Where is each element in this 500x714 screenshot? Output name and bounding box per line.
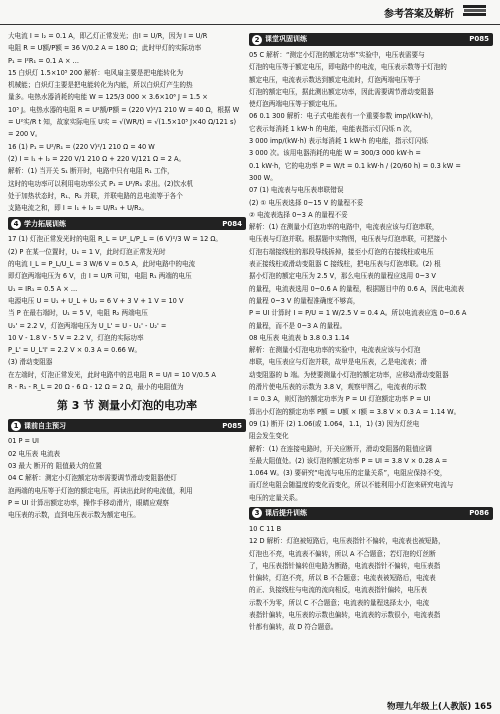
text-line: = U²实/R t 知，故家实际电压 U实 = √(WR/t) = √(1.5×10⁵ J×40 Ω/121 s) [8,118,237,127]
text-line: 算出小灯泡的额定功率 P额 = U额 × I额 = 3.8 V × 0.3 A = 1.14 W。 [249,407,461,416]
text-line: 电压的定量关系。 [249,493,302,502]
section-header-3 [249,507,493,520]
text-line: 解析：(1) 在测量小灯泡功率的电路中，电流表应该与灯泡串联， [249,223,439,232]
section-page-code: P084 [222,219,242,228]
text-line: P = UI 计算出额定功率，操作手移动滑片，眼睛应观察 [8,498,170,507]
text-line: 的滑片使电压表的示数为 3.8 V，观察甲图乙，电流表的示数 [249,383,427,392]
text-line: 表正接线柱或滑动变阻器 C 接线柱，把电压表与灯泡串联。(2) 根 [249,260,441,269]
text-line: 灯泡也不亮，电流表不偏转，所以 A 不合题意；若灯泡的灯丝断 [249,549,436,558]
text-line: 12 D 解析：灯泡被短路后，电压表指针不偏转，电流表也被短路， [249,537,445,546]
text-line: 额定电压，电流表示数达到额定电流时，灯泡两端电压等于 [249,75,421,84]
text-line: 解析：在测量小灯泡电功率的实验中，电流表应该与小灯泡 [249,346,421,355]
left-lines-mid [8,233,246,393]
text-line: 当 P 在最右端时，U₁ = 5 V，电阻 R₂ 两端电压 [8,309,148,318]
text-line: R - R₁ - R_L = 20 Ω - 6 Ω - 12 Ω = 2 Ω，最小的电阻值为 [8,383,184,392]
text-line: 即灯泡两端电压为 6 V，由 I = U/R 可知，电阻 R₁ 两端的电压 [8,272,192,281]
section-label: 课前自主预习 [24,421,66,430]
text-line: 电源电压 U = U₁ + U_L + U₂ = 6 V + 3 V + 1 V = 10 V [8,296,184,305]
text-line: 1.064 W。(3) 要研究“电流与电压的定量关系”，电阻应保持不变， [249,469,447,478]
left-column [8,30,246,521]
text-line: 针都有偏转，故 D 符合题意。 [249,623,338,632]
section-header-2 [249,33,493,46]
text-line: I = 0.3 A，则灯泡的额定功率为 P = UI 灯泡额定功率 P = UI [249,395,431,404]
text-line: 表指针偏转，电压表的示数也偏转，电流表的示数很小，电流表指 [249,611,441,620]
text-line: 泡两端的电压等于灯泡的额定电压，再读出此时的电流值，利用 [8,486,193,495]
text-line: 处于加热状态时，R₁、R₂ 并联，并联电路的总电流等于各个 [8,191,183,200]
text-line: = 200 V。 [8,130,42,139]
text-line: P_L' = U_L'I' = 2.2 V × 0.3 A = 0.66 W。 [8,346,142,355]
text-line: (3) 滑动变阻器 [8,358,53,367]
text-line: 针偏转，灯泡不亮，所以 B 不合题意；电流表被短路后，电流表 [249,574,436,583]
text-line: ② 电流表选择 0~3 A 的量程不妥 [249,210,348,219]
text-line: 10 C 11 B [249,524,282,533]
section-header-4 [8,217,246,230]
text-line: 至最大阻值处。(2) 该灯泡的额定功率 P = UI = 3.8 V × 0.28 A = [249,456,448,465]
section-label: 课后提升训练 [265,509,307,518]
text-line: 这时的电功率可以利用电功率公式 P₁ = U²/R₁ 求出。(2)饮水机 [8,179,194,188]
text-line: 09 (1) 断开 (2) 1.06(或 1.064，1.1，1) (3) 因为灯丝电 [249,419,420,428]
text-line: 在左端时，灯泡正常发光，此时电路中的总电阻 R = U/I = 10 V/0.5 A [8,370,216,379]
right-column [249,30,493,634]
text-line: P₁ = I²R₁ = 0.1 A × ... [8,56,79,65]
text-line: 灯泡的额定电压，据此测出额定功率，因此需要调节滑动变阻器 [249,87,434,96]
text-line: 的正、负接线柱与电流的流向相反，电流表指针偏转，电压表 [249,586,428,595]
text-line: 串联，电压表应与灯泡并联，故甲是电压表，乙是电流表；滑 [249,358,428,367]
right-lines-top [249,49,493,504]
text-line: 量多。电热水器消耗的电能 W = 125/3 000 × 3.6×10⁶ J = 1.5 × [8,93,208,102]
section-label: 课堂巩固训练 [265,35,307,44]
text-line: 支路电流之和，即 I = I₁ + I₂ = U/R₁ + U/R₂。 [8,204,148,213]
page-footer: 物理九年级上(人教版) 165 [387,702,492,712]
text-line: 阻会发生变化 [249,432,289,441]
text-line: 04 C 解析：测定小灯泡额定功率需要调节滑动变阻器使灯 [8,474,177,483]
text-line: 01 P = UI [8,437,39,446]
text-line: 10⁵ J。电热水器的电阻 R = U²额/P额 = (220 V)²/1 210 W = 40 Ω，根据 W [8,105,240,114]
text-line: 的量程，而不是 0~3 A 的量程。 [249,321,347,330]
text-line: 电压表的示数，直到电压表示数为额定电压。 [8,511,140,520]
text-line: 机械能；白炽灯主要是把电能转化为内能，所以白炽灯产生的热 [8,81,193,90]
text-line: 08 电压表 电流表 b 3.8 0.3 1.14 [249,333,350,342]
text-line: 3 000 次。该用电器消耗的电能 W = 300/3 000 kW·h = [249,149,421,158]
text-line: 的电流 I_L = P_L/U_L = 3 W/6 V = 0.5 A，此时电路中的电流 [8,260,196,269]
text-line: 的量程 0~3 V 的量程准确度不够高， [249,296,360,305]
section-label: 学力拓展训练 [24,219,66,228]
left-lines-bottom [8,435,246,521]
text-line: 解析：(1) 在连接电路时，开关应断开，滑动变阻器的阻值应调 [249,444,432,453]
section-page-code: P085 [222,421,242,430]
text-line: 15 白炽灯 1.5×10⁵ 200 解析：电风扇主要是把电能转化为 [8,68,184,77]
section-number: 4 [11,219,21,229]
right-lines-bottom [249,523,493,634]
section-number: 1 [11,421,21,431]
text-line: 06 0.1 300 解析：电子式电能表有一个重要参数 imp/(kW·h)， [249,112,438,121]
text-line: 灯泡的电压等于额定电压，即电路中的电流，电压表示数等于灯泡的 [249,63,447,72]
text-line: (2) ① 电压表选择 0~15 V 的量程不妥 [249,198,364,207]
text-line: 使灯泡两端电压等于额定电压。 [249,100,342,109]
text-line: 10 V - 1.8 V - 5 V = 2.2 V，灯泡的实际功率 [8,333,144,342]
text-line: 07 (1) 电流表与电压表串联错误 [249,186,344,195]
text-line: 它表示每消耗 1 kW·h 的电能，电能表指示灯闪烁 n 次， [249,124,417,133]
text-line: 大电流 I = I₂ = 0.1 A，即乙灯正常发光；由I = U/R，因为 I = U/R [8,32,208,40]
text-line: 3 000 imp/(kW·h) 表示每消耗 1 kW·h 的电能，指示灯闪烁 [249,137,428,146]
text-line: (2) I = I₁ + I₂ = 220 V/1 210 Ω + 220 V/121 Ω = 2 A。 [8,154,186,163]
text-line: 03 最大 断开的 阻值最大的位置 [8,461,102,470]
text-line: P = UI 计算时 I = P/U = 1 W/2.5 V = 0.4 A。所以电流表应选 0~0.6 A [249,309,467,318]
section-page-code: P085 [469,35,489,44]
text-line: 灯泡右端接线柱的那段导线拆掉，接至小灯泡的右接线柱或电压 [249,247,434,256]
text-line: 的量程，电流表选用 0~0.6 A 的量程，根据题目中的 0.6 A，因此电流表 [249,284,465,293]
page-header [0,0,500,25]
section-number: 2 [252,35,262,45]
text-line: 17 (1) 灯泡正常发光时的电阻 R_L = U²_L/P_L = (6 V)²/3 W = 12 Ω。 [8,235,223,244]
text-line: 16 (1) P₁ = U²/R₁ = (220 V)²/1 210 Ω = 40 W [8,142,155,151]
text-line: 300 W。 [249,173,277,182]
left-lines-top [8,30,246,214]
text-line: 02 电压表 电流表 [8,449,61,458]
text-line: 电压表与灯泡并联。根据题中实物图，电压表与灯泡串联，可把接小 [249,235,447,244]
section-page-code: P086 [469,509,489,518]
text-line: (2) P 在某一位置时，U₁ = 1 V，此时灯泡正常发光时 [8,247,166,256]
text-line: 动变阻器的 b 端。为使要测量小灯泡的额定功率，应移动滑动变阻器 [249,370,449,379]
text-line: 解析：(1) 当开关 S₁ 断开时，电路中只有电阻 R₁ 工作， [8,167,174,176]
header-title: 参考答案及解析 [384,9,454,20]
text-line: 05 C 解析：“测定小灯泡的额定功率”实验中，电压表需要与 [249,51,425,59]
text-line: 了，电压表指针偏转但电路为断路，电流表指针不偏转，电压表指 [249,561,441,570]
section-number: 3 [252,508,262,518]
text-line: 0.1 kW·h，它的电功率 P = W/t = 0.1 kW·h / (20/60 h) = 0.3 kW = [249,161,461,170]
text-line: 电阻 R = U额/P额 = 36 V/0.2 A = 180 Ω；此时甲灯的实际功率 [8,44,202,53]
book-stack-icon [462,3,488,19]
chapter-title: 第 3 节 测量小灯泡的电功率 [56,399,198,413]
text-line: 而灯丝电阻会随温度的变化而变化，所以不能利用小灯泡来研究电流与 [249,481,454,490]
section-header-1 [8,419,246,432]
text-line: U₁ = IR₁ = 0.5 A × ... [8,284,78,293]
text-line: 据小灯泡的额定电压为 2.5 V，那么电压表的量程应选用 0~3 V [249,272,436,281]
text-line: 示数不为零，所以 C 不合题意；电流表的量程选择太小，电流 [249,598,430,607]
text-line: U₂' = 2.2 V，灯泡两端电压为 U_L' = U - U₁' - U₂' = [8,321,167,330]
